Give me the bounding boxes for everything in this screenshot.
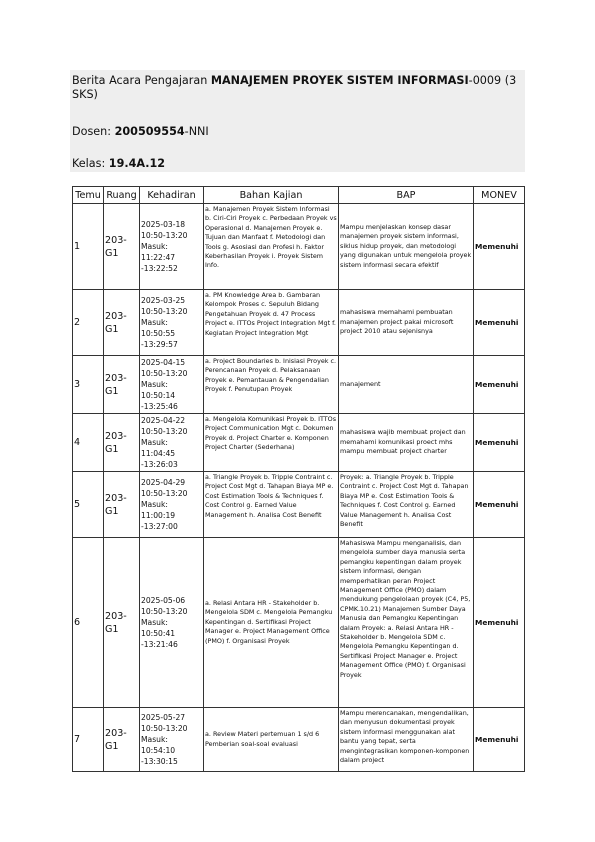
ruang-cell: 203-G1 (104, 290, 140, 356)
temu-cell: 7 (73, 708, 104, 772)
course-code: -0009 (3 SKS) (72, 74, 517, 101)
dosen-id: 200509554 (114, 125, 185, 138)
temu-cell: 5 (73, 472, 104, 538)
column-header-kehadiran: Kehadiran (140, 187, 204, 204)
temu-cell: 3 (73, 356, 104, 414)
time-range: 10:50-13:20 (141, 231, 188, 240)
bahan-kajian-cell: a. Project Boundaries b. Inisiasi Proyek c. Perencanaan Proyek d. Pelaksanaan Proyek e. Pemantauan & Pengendalian Proyek f. Penutupan Proyek (204, 356, 339, 414)
monev-cell: Memenuhi (474, 472, 525, 538)
bap-cell: Proyek: a. Triangle Proyek b. Tripple Contraint c. Project Cost Mgt d. Tahapan Biaya MP e. Cost Estimation Tools & Techniques f. Cost Control g. Earned Value Management h. Analisa Cost Benefit (339, 472, 474, 538)
check-out: -13:25:46 (141, 402, 178, 411)
column-header-bap: BAP (339, 187, 474, 204)
table-row (73, 356, 525, 414)
ruang-cell: 203-G1 (104, 356, 140, 414)
column-header-monev: MONEV (474, 187, 525, 204)
ruang-cell: 203-G1 (104, 414, 140, 472)
kehadiran-cell (140, 472, 204, 538)
bap-cell: manajement (339, 356, 474, 414)
check-out: -13:29:57 (141, 340, 178, 349)
kelas-info (72, 157, 165, 171)
dosen-label: Dosen: (72, 125, 115, 138)
check-in: Masuk: 10:54:10 (141, 735, 176, 755)
column-header-temu: Temu (73, 187, 104, 204)
bap-cell: mahasiswa memahami pembuatan manajemen project pakai microsoft project 2010 atau sejenisnya (339, 290, 474, 356)
dosen-info (72, 125, 209, 139)
check-in: Masuk: 11:22:47 (141, 242, 176, 262)
check-out: -13:22:52 (141, 264, 178, 273)
kehadiran-cell (140, 708, 204, 772)
time-range: 10:50-13:20 (141, 427, 188, 436)
table-row (73, 414, 525, 472)
temu-cell: 6 (73, 538, 104, 708)
time-range: 10:50-13:20 (141, 724, 188, 733)
monev-cell: Memenuhi (474, 290, 525, 356)
ruang-cell: 203-G1 (104, 538, 140, 708)
bahan-kajian-cell: a. Manajemen Proyek Sistem Informasi b. Ciri-Ciri Proyek c. Perbedaan Proyek vs Operasional d. Manajemen Proyek e. Tujuan dan Manfaat f. Metodologi dan Tools g. Asosiasi dan Profesi h. Faktor Keberhasilan Proyek i. Proyek Sistem Info. (204, 204, 339, 290)
dosen-suffix: -NNI (184, 125, 209, 138)
kehadiran-cell (140, 290, 204, 356)
check-in: Masuk: 10:50:55 (141, 318, 176, 338)
course-name: MANAJEMEN PROYEK SISTEM INFORMASI (210, 74, 469, 87)
time-range: 10:50-13:20 (141, 369, 188, 378)
table-row (73, 538, 525, 708)
kehadiran-cell (140, 414, 204, 472)
monev-cell: Memenuhi (474, 204, 525, 290)
temu-cell: 2 (73, 290, 104, 356)
check-out: -13:26:03 (141, 460, 178, 469)
check-out: -13:27:00 (141, 522, 178, 531)
page-title (72, 74, 522, 102)
date: 2025-04-15 (141, 358, 186, 367)
time-range: 10:50-13:20 (141, 607, 188, 616)
date: 2025-05-27 (141, 713, 186, 722)
bahan-kajian-cell: a. PM Knowledge Area b. Gambaran Kelompok Proses c. Sepuluh Bidang Pengetahuan Proyek d. 47 Process Project e. ITTOs Project Integration Mgt f. Kegiatan Project Integration Mgt (204, 290, 339, 356)
check-in: Masuk: 10:50:14 (141, 380, 176, 400)
column-header-bahan-kajian: Bahan Kajian (204, 187, 339, 204)
column-header-ruang: Ruang (104, 187, 140, 204)
temu-cell: 4 (73, 414, 104, 472)
attendance-table (72, 186, 525, 772)
table-row (73, 204, 525, 290)
bap-cell: Mampu merencanakan, mengendalikan, dan menyusun dokumentasi proyek sistem informasi menggunakan alat bantu yang tepat, serta mengintegrasikan komponen-komponen dalam project (339, 708, 474, 772)
table-row (73, 290, 525, 356)
time-range: 10:50-13:20 (141, 489, 188, 498)
kelas-value: 19.4A.12 (108, 157, 166, 170)
bahan-kajian-cell: a. Mengelola Komunikasi Proyek b. ITTOs Project Communication Mgt c. Dokumen Proyek d. Project Charter e. Komponen Project Charter (Sederhana) (204, 414, 339, 472)
monev-cell: Memenuhi (474, 538, 525, 708)
check-out: -13:30:15 (141, 757, 178, 766)
bap-cell: Mampu menjelaskan konsep dasar manajemen proyek sistem informasi, siklus hidup proyek, dan metodologi yang digunakan untuk mengelola proyek sistem informasi secara efektif (339, 204, 474, 290)
monev-cell: Memenuhi (474, 708, 525, 772)
check-in: Masuk: 11:04:45 (141, 438, 176, 458)
kelas-label: Kelas: (72, 157, 109, 170)
ruang-cell: 203-G1 (104, 204, 140, 290)
ruang-cell: 203-G1 (104, 708, 140, 772)
check-in: Masuk: 11:00:19 (141, 500, 176, 520)
table-row (73, 708, 525, 772)
monev-cell: Memenuhi (474, 414, 525, 472)
kehadiran-cell (140, 356, 204, 414)
date: 2025-05-06 (141, 596, 186, 605)
date: 2025-04-29 (141, 478, 186, 487)
date: 2025-04-22 (141, 416, 186, 425)
bahan-kajian-cell: a. Triangle Proyek b. Tripple Contraint c. Project Cost Mgt d. Tahapan Biaya MP e. Cost Estimation Tools & Techniques f. Cost Control g. Earned Value Management h. Analisa Cost Benefit (204, 472, 339, 538)
table-header-row (73, 187, 525, 204)
bahan-kajian-cell: a. Review Materi pertemuan 1 s/d 6 Pemberian soal-soal evaluasi (204, 708, 339, 772)
bahan-kajian-cell: a. Relasi Antara HR - Stakeholder b. Mengelola SDM c. Mengelola Pemangku Kepentingan d. Sertifikasi Project Manager e. Project Management Office (PMO) f. Organisasi Proyek (204, 538, 339, 708)
check-in: Masuk: 10:50:41 (141, 618, 176, 638)
date: 2025-03-18 (141, 220, 186, 229)
check-out: -13:21:46 (141, 640, 178, 649)
kehadiran-cell (140, 204, 204, 290)
title-prefix: Berita Acara Pengajaran (72, 74, 211, 87)
bap-cell: Mahasiswa Mampu menganalisis, dan mengelola sumber daya manusia serta pemangku kepentingan dalam proyek sistem informasi, dengan memperhatikan peran Project Management Office (PMO) dalam mendukung pengelolaan proyek (C4, P5, CPMK.10.21) Manajemen Sumber Daya Manusia dan Pemangku Kepentingan dalam Proyek: a. Relasi Antara HR - Stakeholder b. Mengelola SDM c. Mengelola Pemangku Kepentingan d. Sertifikasi Project Manager e. Project Management Office (PMO) f. Organisasi Proyek (339, 538, 474, 708)
date: 2025-03-25 (141, 296, 186, 305)
temu-cell: 1 (73, 204, 104, 290)
time-range: 10:50-13:20 (141, 307, 188, 316)
monev-cell: Memenuhi (474, 356, 525, 414)
table-row (73, 472, 525, 538)
kehadiran-cell (140, 538, 204, 708)
bap-cell: mahasiswa wajib membuat project dan memahami komunikasi proect mhs mampu membuat project charter (339, 414, 474, 472)
ruang-cell: 203-G1 (104, 472, 140, 538)
